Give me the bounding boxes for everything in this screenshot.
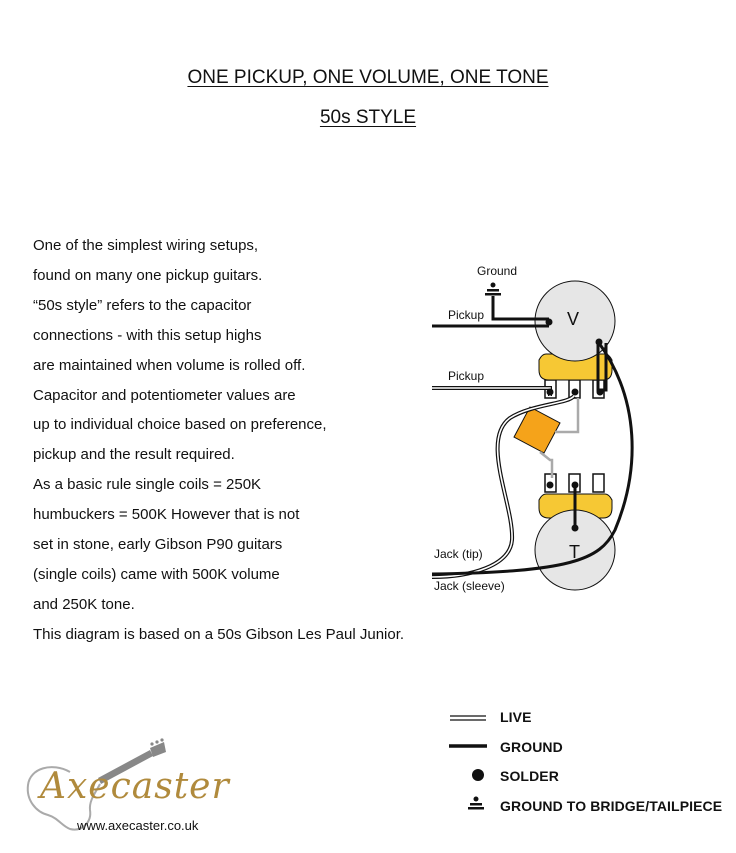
legend-solder-icon [472, 769, 484, 781]
volume-pot [535, 281, 615, 398]
legend-bridge-icon [468, 797, 484, 810]
volume-pot-label: V [567, 309, 580, 329]
page-subtitle: 50s STYLE [319, 107, 417, 128]
description-line: (single coils) came with 500K volume [33, 565, 280, 583]
description-line: “50s style” refers to the capacitor [33, 296, 252, 314]
pickup-label-2: Pickup [448, 369, 485, 383]
jack-sleeve-label: Jack (sleeve) [434, 579, 505, 593]
legend-live-icon [450, 716, 486, 720]
legend-ground-label: GROUND [500, 739, 563, 755]
jack-tip-label: Jack (tip) [434, 547, 483, 561]
legend-solder-label: SOLDER [500, 768, 559, 784]
description-line: As a basic rule single coils = 250K [33, 476, 262, 494]
description-line: are maintained when volume is rolled off. [33, 356, 306, 374]
tone-pot-label: T [569, 542, 580, 562]
logo-name: Axecaster [40, 766, 230, 807]
ground-label: Ground [477, 264, 518, 278]
description-line: This diagram is based on a 50s Gibson Les Paul Junior. [33, 625, 405, 643]
description-line: humbuckers = 500K However that is not [33, 506, 300, 524]
pickup-label-1: Pickup [448, 308, 485, 322]
description-line: set in stone, early Gibson P90 guitars [33, 536, 283, 554]
description-line: up to individual choice based on preference, [33, 416, 327, 434]
description-line: pickup and the result required. [33, 446, 235, 464]
description-line: connections - with this setup highs [33, 326, 262, 344]
live-wire-pickup [432, 388, 550, 396]
legend-live-label: LIVE [500, 709, 532, 725]
description-line: One of the simplest wiring setups, [33, 237, 259, 254]
bridge-ground-icon [485, 283, 501, 296]
page-title: ONE PICKUP, ONE VOLUME, ONE TONE [187, 67, 549, 88]
description-line: Capacitor and potentiometer values are [33, 386, 296, 404]
legend-bridge-label: GROUND TO BRIDGE/TAILPIECE [500, 798, 723, 814]
description-line: and 250K tone. [33, 595, 135, 613]
logo-url[interactable]: www.axecaster.co.uk [77, 818, 199, 833]
description-line: found on many one pickup guitars. [33, 266, 263, 284]
